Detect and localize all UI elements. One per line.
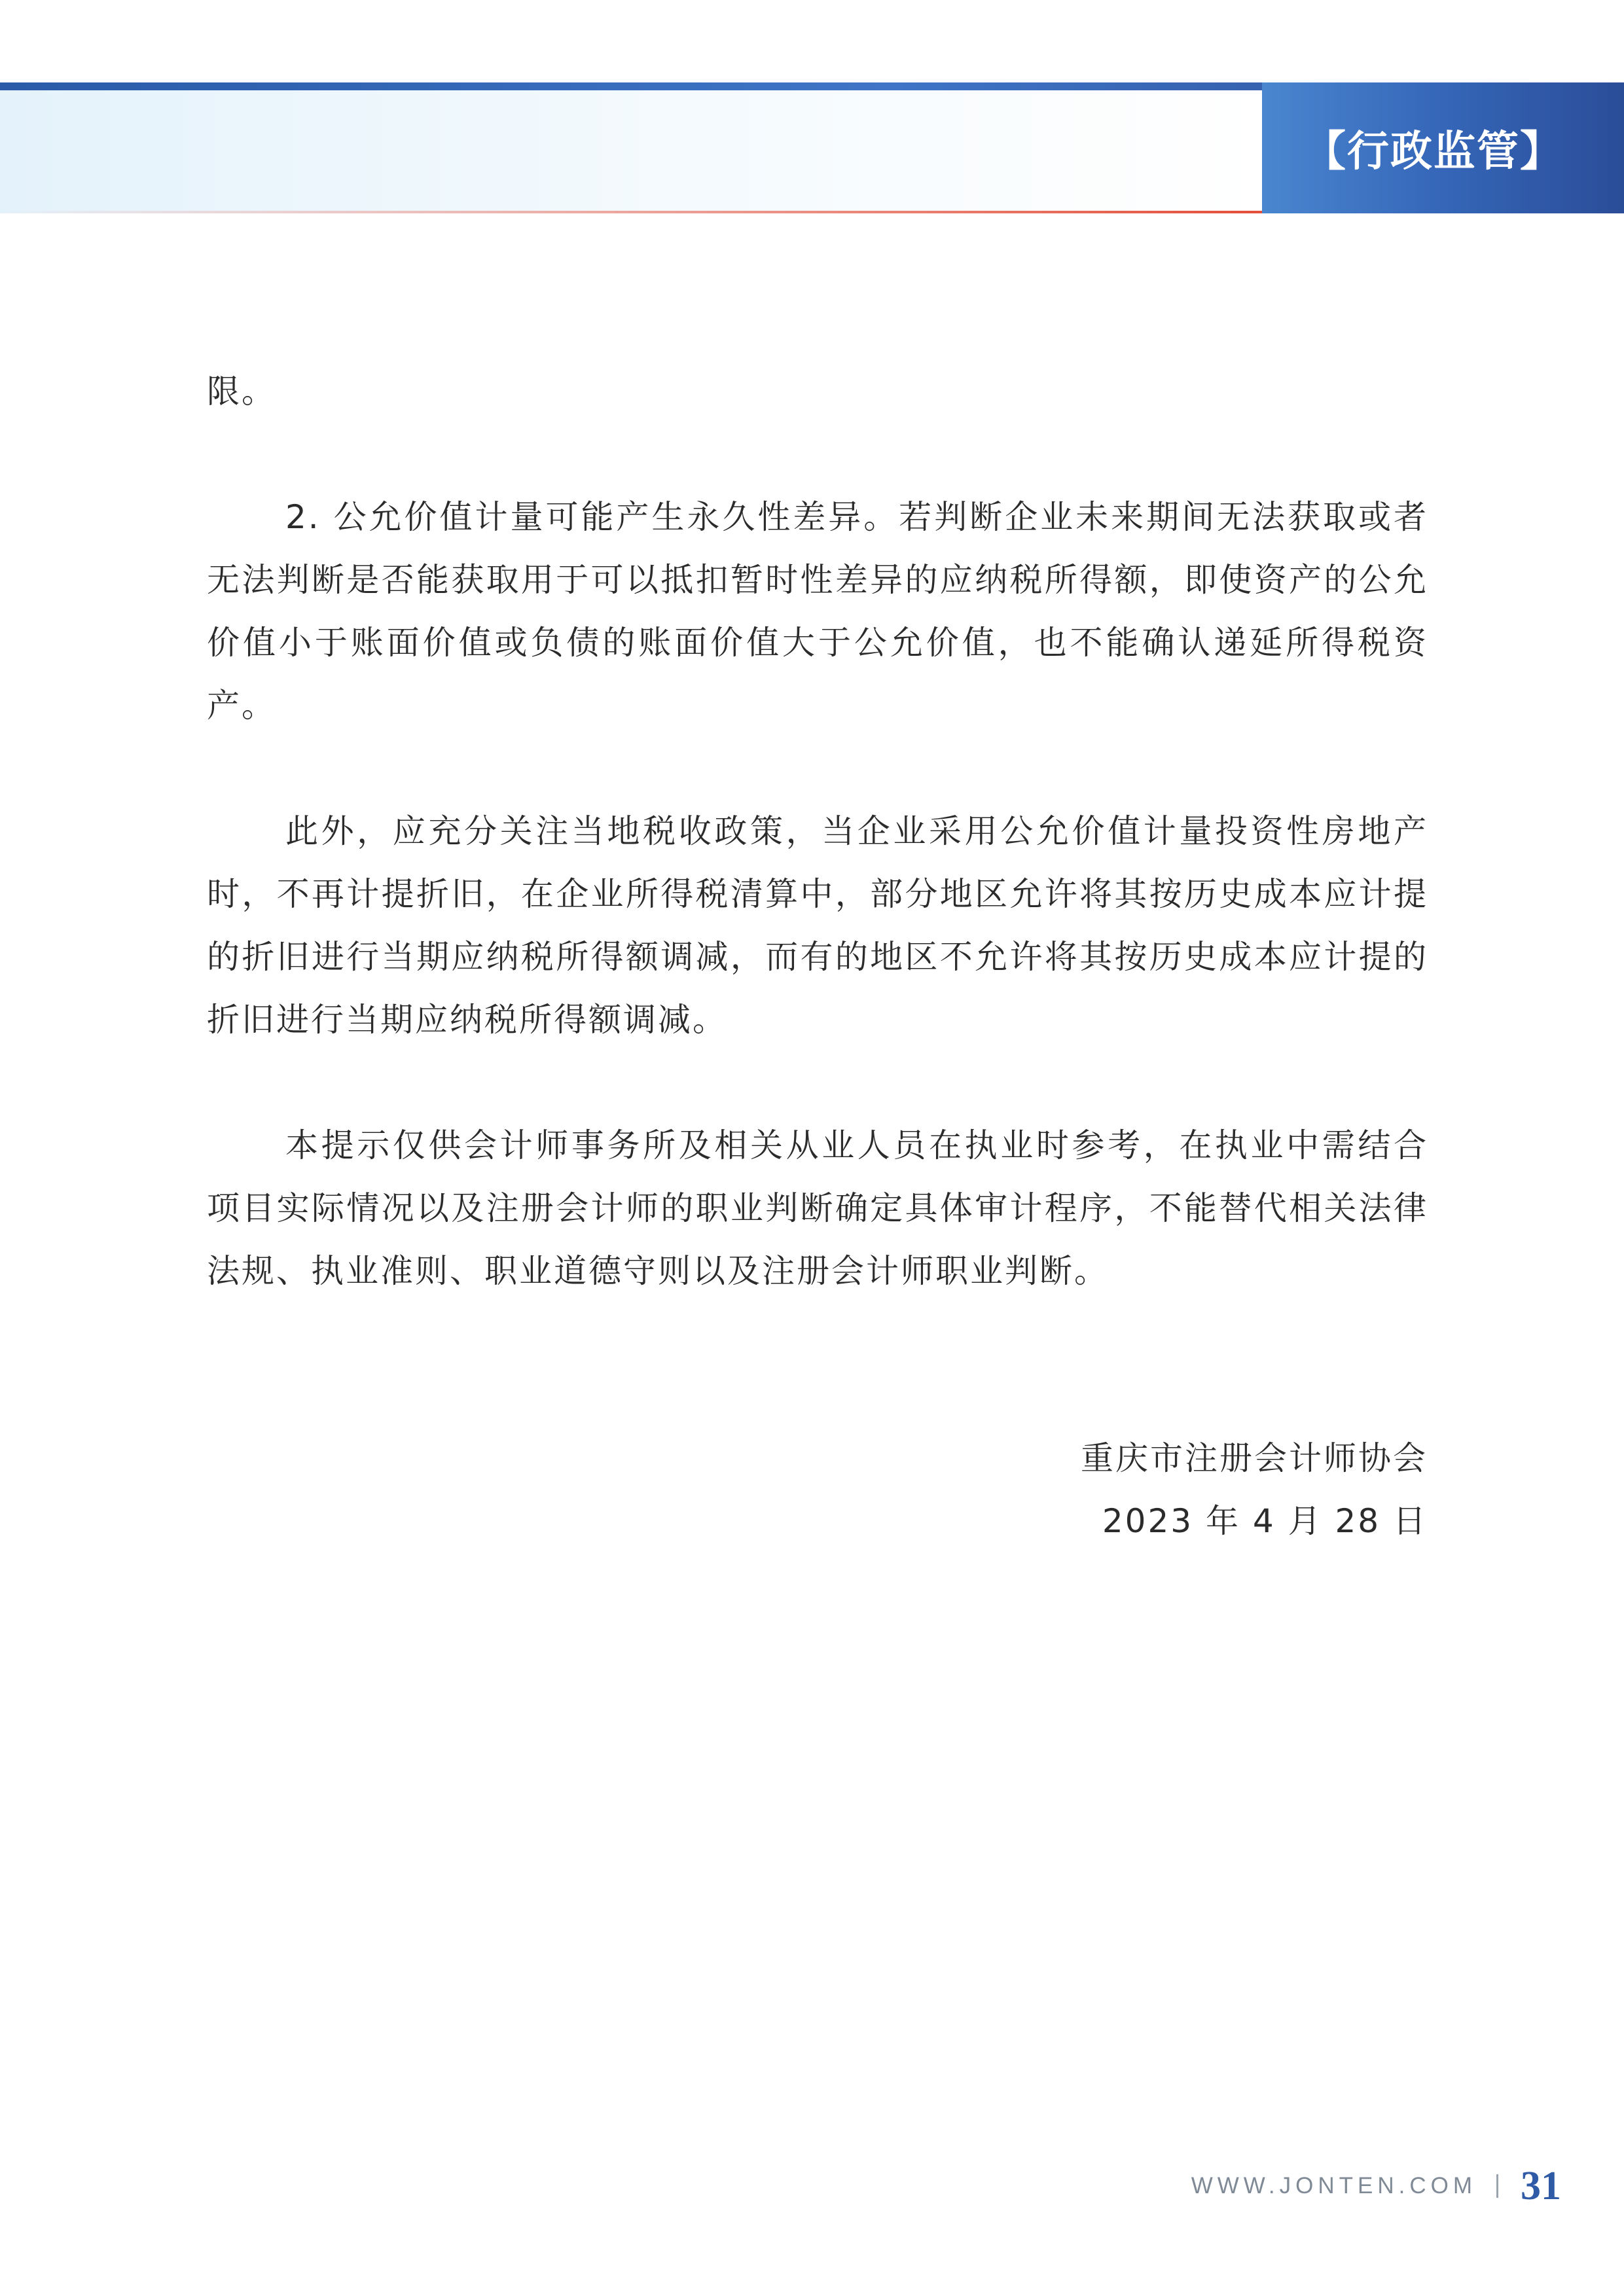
signature-date: 2023 年 4 月 28 日: [1102, 1502, 1428, 1540]
section-tag-label: 【行政监管】: [1304, 127, 1563, 176]
page-number: 31: [1521, 2163, 1561, 2208]
section-tag: [1262, 82, 1624, 213]
signature-block: [1081, 1427, 1428, 1552]
paragraph-fair-value-difference: 2. 公允价值计量可能产生永久性差异。若判断企业未来期间无法获取或者无法判断是否能获取用于可以抵扣暂时性差异的应纳税所得额，即使资产的公允价值小于账面价值或负债的账面价值大于公允价值，也不能确认递延所得税资产。: [207, 498, 1428, 725]
header-background: [0, 90, 1262, 213]
page-footer: [1191, 2160, 1561, 2212]
footer-divider: [1496, 2174, 1498, 2198]
footer-website: WWW.JONTEN.COM: [1191, 2173, 1477, 2198]
signature-organization: 重庆市注册会计师协会: [1081, 1439, 1428, 1477]
paragraph-disclaimer: 本提示仅供会计师事务所及相关从业人员在执业时参考，在执业中需结合项目实际情况以及注册会计师的职业判断确定具体审计程序，不能替代相关法律法规、执业准则、职业道德守则以及注册会计师职业判断。: [207, 1126, 1428, 1290]
header-band: [0, 82, 1624, 213]
paragraph-local-tax-policy: 此外，应充分关注当地税收政策，当企业采用公允价值计量投资性房地产时，不再计提折旧，在企业所得税清算中，部分地区允许将其按历史成本应计提的折旧进行当期应纳税所得额调减，而有的地区不允许将其按历史成本应计提的折旧进行当期应纳税所得额调减。: [207, 812, 1428, 1039]
document-body: [207, 360, 1428, 1302]
paragraph-continuation: 限。: [207, 372, 276, 410]
header-accent-line: [0, 211, 1262, 213]
